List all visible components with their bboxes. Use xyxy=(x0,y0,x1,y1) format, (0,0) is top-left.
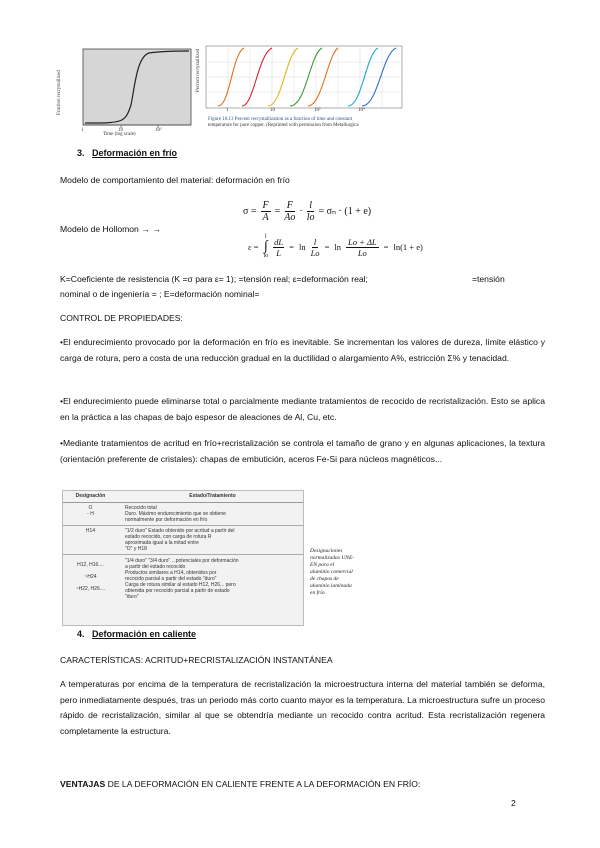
left-tick-2: 10 xyxy=(118,128,123,133)
table-row xyxy=(63,555,303,623)
table-col-designation: Designación xyxy=(75,493,106,499)
left-xlabel: Time (log scale) xyxy=(103,132,136,137)
table-text: aproximada igual a la mitad entre xyxy=(125,540,199,546)
table-text: estado recocido, con carga de rotura R xyxy=(125,534,212,540)
right-ylabel: Percent recrystallized xyxy=(196,48,201,92)
eq2-f2-num: Lo + ΔL xyxy=(347,236,377,247)
characteristics-heading: CARACTERÍSTICAS: ACRITUD+RECRISTALIZACIÓN INSTANTÁNEA xyxy=(60,655,333,665)
definitions-line2: nominal o de ingeniería = ; E=deformación nominal= xyxy=(60,289,260,299)
table-code: ~H22, H26.... xyxy=(75,586,106,592)
eq2-f2-den: Lo xyxy=(357,247,367,258)
aluminum-temper-table xyxy=(62,490,304,626)
eq1-sigma: σ = xyxy=(243,205,257,217)
table-caption-line: Designaciones xyxy=(310,548,343,554)
page-number: 2 xyxy=(511,798,516,808)
hot-deformation-paragraph: A temperaturas por encima de la temperatura de recristalización la microestructura interna del material también se deforma, pero inmediatamente después, tras un periodo más corto cuanto mayor es la temperatura. La microestructura sufre un proceso rápido de recristalización, similar al que se obtendría mediante un recocido contra acritud. Esta recristalización regenera completamente la estructura. xyxy=(60,679,545,736)
table-code: H12, H16.... xyxy=(77,562,104,568)
table-text: "duro" xyxy=(125,594,139,600)
eq2-ln1: ln xyxy=(298,242,306,252)
section4-title: Deformación en caliente xyxy=(92,629,197,639)
definitions-line1: K=Coeficiente de resistencia (K =σ para ε= 1); =tensión real; ε=deformación real; xyxy=(60,274,368,284)
eq2-dl: dL xyxy=(274,236,284,247)
advantages-bold: VENTAJAS xyxy=(60,779,106,789)
eq1-f1-num: F xyxy=(262,199,269,211)
table-text: Carga de rotura similar al estado H12, H26... pero xyxy=(125,582,236,588)
eq2-dl-den: L xyxy=(276,247,282,258)
eq1-tail: = σₙ · (1 + e) xyxy=(318,205,372,217)
eq2-f1-den: Lo xyxy=(310,247,320,258)
hollomon-label: Modelo de Hollomon → → xyxy=(60,224,161,234)
left-tick-3: 10² xyxy=(155,128,162,133)
eq1-f2-num: F xyxy=(286,199,293,211)
figure-recrystallization-right xyxy=(198,44,403,136)
table-caption-line: normalizadas UNE- xyxy=(310,555,355,561)
table-text: Duro. Máximo endurecimiento que se obtiene xyxy=(125,511,226,517)
table-text: Recocido total xyxy=(125,505,157,511)
section4-number: 4. xyxy=(77,629,85,639)
eq2-eps: ε = xyxy=(248,242,259,252)
table-code: - H xyxy=(87,511,94,517)
figure-caption-line2: temperature for pure copper. (Reprinted with permission from Metallurgica xyxy=(208,123,359,128)
table-row xyxy=(63,526,303,555)
eq2-int-top: l xyxy=(265,234,267,240)
advantages-rest: DE LA DEFORMACIÓN EN CALIENTE FRENTE A LA DEFORMACIÓN EN FRÍO: xyxy=(105,779,421,789)
table-text: "1/2 duro" Estado obtenido por acritud a partir del xyxy=(125,528,235,534)
table-text: "O" y H18 xyxy=(125,546,147,552)
right-tick-3: 10² xyxy=(314,108,321,113)
table-text: obtenida por recocido parcial a partir de estado xyxy=(125,588,230,594)
advantages-heading xyxy=(60,777,420,793)
figure-recrystallization-left xyxy=(57,45,195,137)
bullet-grain-control: •Mediante tratamientos de acritud en frío+recristalización se controla el tamaño de grano y en algunas aplicaciones, la textura (orientación preferente de cristales): chapas de embutición, aceros Fe-Si para núcleos magnéticos... xyxy=(60,438,545,464)
left-tick-1: 1 xyxy=(81,128,84,133)
table-text: normalmente por deformación en frío xyxy=(125,517,208,523)
eq2-int-bot: lo xyxy=(263,253,269,259)
section3-heading xyxy=(77,148,177,158)
eq1-f3-den: lo xyxy=(306,211,315,223)
table-caption-line: aluminio laminada xyxy=(310,583,352,589)
table-caption-line: en frío. xyxy=(310,590,326,596)
bullet-annealing: •El endurecimiento puede eliminarse total o parcialmente mediante tratamientos de recocido de recristalización. Esto se aplica en la práctica a las chapas de bajo espesor de aleaciones de Al, Cu, etc. xyxy=(60,396,545,422)
control-heading: CONTROL DE PROPIEDADES: xyxy=(60,313,183,323)
model-line: Modelo de comportamiento del material: deformación en frío xyxy=(60,175,290,185)
table-caption xyxy=(310,548,390,597)
eq2-f1-num: l xyxy=(313,236,317,247)
eq2-tail: ln(1 + e) xyxy=(393,242,423,252)
table-text: Productos similares a H14, obtenidos por xyxy=(125,570,217,576)
table-code: O xyxy=(88,505,93,511)
equation-stress: σ = $\frac{F}{A}$ = $\frac{F}{Ao}$ · $\frac{l}{lo}$ = σₙ · (1 + e) xyxy=(243,199,372,223)
equation-strain: ε = l ∫ lo $\frac{dL}{L}$ = ln $\frac{l}{Lo}$ = ln $\frac{Lo + \Delta L}{Lo}$ = ln(1 + e) xyxy=(248,234,423,259)
table-text: "1/4 duro" "3/4 duro" ...potenciales por deformación xyxy=(125,558,239,564)
table-text: a partir del estado recocido xyxy=(125,564,186,570)
bullet-hardening: •El endurecimiento provocado por la deformación en frío es inevitable. Se incrementan los valores de dureza, límite elástico y carga de rotura, pero a costa de una reducción gradual en la ductilidad o alargamiento A%, estricción Σ% y tenacidad. xyxy=(60,337,545,363)
section4-heading xyxy=(77,629,196,639)
eq1-f2-den: Ao xyxy=(284,211,296,223)
section3-number: 3. xyxy=(77,148,85,158)
left-ylabel: Fraction recrystallized xyxy=(57,70,62,115)
right-tick-2: 10 xyxy=(270,108,275,113)
right-tick-1: 1 xyxy=(226,108,229,113)
eq1-f1-den: A xyxy=(262,211,269,223)
table-caption-line: de chapas de xyxy=(310,576,339,582)
table-row xyxy=(63,503,303,526)
table-col-state: Estado/Tratamiento xyxy=(189,493,236,499)
table-text: recocido parcial a partir del estado "duro" xyxy=(125,576,217,582)
table-caption-line: aluminio comercial xyxy=(310,569,353,575)
table-code: ~H24 xyxy=(84,574,97,580)
table-caption-line: EN para el xyxy=(310,562,335,568)
definitions-line1-end: =tensión xyxy=(472,274,505,284)
section3-title: Deformación en frío xyxy=(92,148,178,158)
table-code: H14 xyxy=(85,528,96,534)
eq1-f3-num: l xyxy=(309,199,313,211)
figure-caption-line1: Figure 10.13 Percent recrystallization as a function of time and constant xyxy=(208,117,352,122)
right-tick-4: 10⁴ xyxy=(358,108,365,113)
eq2-ln2: ln xyxy=(334,242,341,252)
